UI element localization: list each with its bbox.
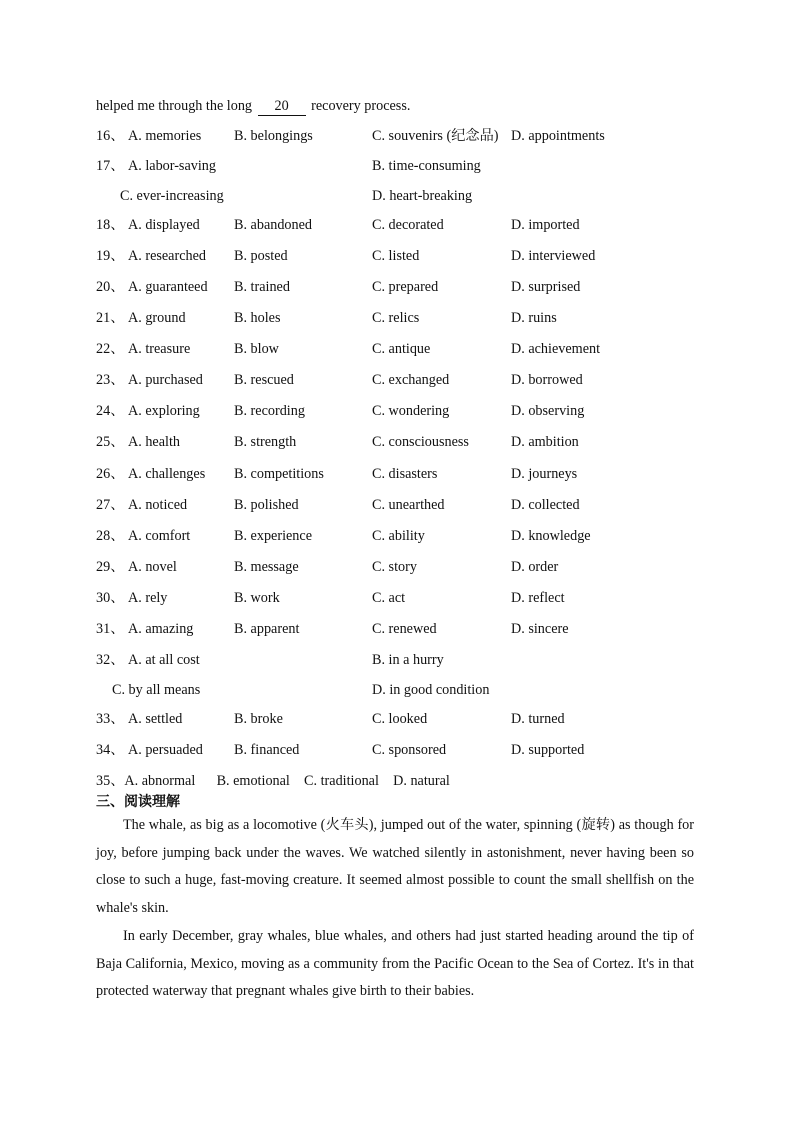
option-c: C. listed (372, 248, 420, 264)
question-row (96, 215, 716, 235)
question-row (96, 680, 716, 700)
question-number: 18、 (96, 217, 125, 233)
question-row (96, 401, 716, 421)
section-heading: 三、阅读理解 (96, 794, 180, 810)
option-c: C. sponsored (372, 742, 447, 758)
intro-line (96, 96, 410, 116)
question-row (96, 126, 716, 146)
option-b: B. polished (234, 497, 299, 513)
option-d: D. collected (511, 497, 580, 513)
question-row (96, 308, 716, 328)
reading-passage (96, 812, 694, 1006)
option-a: A. noticed (128, 497, 188, 513)
question-row (96, 709, 716, 729)
question-row (96, 246, 716, 266)
answer-blank: 20 (258, 98, 306, 116)
option-b: B. holes (234, 310, 281, 326)
question-row (96, 464, 716, 484)
question-number: 27、 (96, 497, 125, 513)
option-a: C. ever-increasing (120, 188, 224, 204)
question-number: 24、 (96, 403, 125, 419)
option-c: C. story (372, 559, 417, 575)
option-d: D. order (511, 559, 559, 575)
option-b: B. message (234, 559, 299, 575)
option-a: A. settled (128, 711, 183, 727)
question-number: 16、 (96, 128, 125, 144)
option-d: D. ruins (511, 310, 557, 326)
intro-text-after: recovery process. (311, 98, 411, 114)
option-a: A. guaranteed (128, 279, 208, 295)
question-row (96, 588, 716, 608)
option-d: D. surprised (511, 279, 581, 295)
option-c: C. exchanged (372, 372, 450, 388)
question-number: 22、 (96, 341, 125, 357)
option-b: B. abandoned (234, 217, 313, 233)
option-c: B. in a hurry (372, 652, 444, 668)
question-row (96, 432, 716, 452)
option-c: B. time-consuming (372, 158, 481, 174)
question-number: 32、 (96, 652, 125, 668)
question-number: 29、 (96, 559, 125, 575)
question-number: 21、 (96, 310, 125, 326)
option-d: D. achievement (511, 341, 601, 357)
option-c: C. ability (372, 528, 425, 544)
option-d: D. turned (511, 711, 565, 727)
option-c: C. relics (372, 310, 420, 326)
option-a: A. labor-saving (128, 158, 216, 174)
option-c: C. souvenirs (纪念品) (372, 128, 499, 144)
option-d: D. borrowed (511, 372, 583, 388)
option-d: D. supported (511, 742, 585, 758)
option-a: A. displayed (128, 217, 200, 233)
question-35: 35、A. abnormal B. emotional C. traditional D. natural (96, 773, 450, 789)
option-d: D. sincere (511, 621, 569, 637)
question-row (96, 526, 716, 546)
option-c: C. consciousness (372, 434, 469, 450)
question-row (96, 619, 716, 639)
question-number: 23、 (96, 372, 125, 388)
option-a: A. ground (128, 310, 186, 326)
option-d: D. observing (511, 403, 585, 419)
question-row (96, 156, 716, 176)
option-b: B. trained (234, 279, 290, 295)
question-row (96, 277, 716, 297)
option-b: B. belongings (234, 128, 313, 144)
option-a: A. rely (128, 590, 168, 606)
option-c: C. act (372, 590, 406, 606)
question-number: 28、 (96, 528, 125, 544)
option-b: B. financed (234, 742, 300, 758)
question-row (96, 495, 716, 515)
option-b: B. apparent (234, 621, 300, 637)
option-b: B. blow (234, 341, 279, 357)
option-c: C. antique (372, 341, 431, 357)
option-a: A. amazing (128, 621, 194, 637)
option-c: D. heart-breaking (372, 188, 473, 204)
intro-text-before: helped me through the long (96, 98, 253, 114)
question-number: 20、 (96, 279, 125, 295)
question-row (96, 370, 716, 390)
option-a: C. by all means (112, 682, 201, 698)
option-a: A. comfort (128, 528, 191, 544)
question-number: 25、 (96, 434, 125, 450)
option-d: D. interviewed (511, 248, 596, 264)
option-a: A. at all cost (128, 652, 200, 668)
option-c: C. looked (372, 711, 428, 727)
option-d: D. knowledge (511, 528, 591, 544)
option-b: B. competitions (234, 466, 324, 482)
option-c: C. wondering (372, 403, 450, 419)
option-c: C. renewed (372, 621, 437, 637)
option-d: D. appointments (511, 128, 605, 144)
question-number: 31、 (96, 621, 125, 637)
option-b: B. recording (234, 403, 305, 419)
option-a: A. treasure (128, 341, 191, 357)
option-a: A. persuaded (128, 742, 203, 758)
option-b: B. strength (234, 434, 297, 450)
option-c: D. in good condition (372, 682, 490, 698)
option-b: B. experience (234, 528, 312, 544)
option-a: A. health (128, 434, 181, 450)
passage-paragraph-1: The whale, as big as a locomotive (火车头), jumped out of the water, spinning (旋转) as though for joy, before jumping back under the waves. We watched silently in astonishment, never having been so close to such a huge, fast-moving creature. It seemed almost possible to count the small shellfish on the whale's skin. (96, 817, 694, 917)
question-number: 26、 (96, 466, 125, 482)
option-b: B. work (234, 590, 280, 606)
question-row (96, 650, 716, 670)
question-row (96, 186, 716, 206)
option-d: D. imported (511, 217, 580, 233)
option-c: C. unearthed (372, 497, 445, 513)
option-c: C. prepared (372, 279, 439, 295)
option-d: D. ambition (511, 434, 579, 450)
option-d: D. journeys (511, 466, 578, 482)
question-row (96, 339, 716, 359)
option-b: B. posted (234, 248, 288, 264)
option-a: A. novel (128, 559, 177, 575)
option-d: D. reflect (511, 590, 565, 606)
option-a: A. challenges (128, 466, 206, 482)
option-a: A. exploring (128, 403, 200, 419)
question-number: 19、 (96, 248, 125, 264)
option-b: B. broke (234, 711, 283, 727)
option-c: C. decorated (372, 217, 444, 233)
option-a: A. purchased (128, 372, 203, 388)
question-number: 34、 (96, 742, 125, 758)
passage-paragraph-2: In early December, gray whales, blue whales, and others had just started heading around the tip of Baja California, Mexico, moving as a community from the Pacific Ocean to the Sea of Cortez. It's in that protected waterway that pregnant whales give birth to their babies. (96, 927, 694, 1000)
question-row (96, 740, 716, 760)
question-number: 33、 (96, 711, 125, 727)
question-number: 17、 (96, 158, 125, 174)
question-number: 30、 (96, 590, 125, 606)
option-c: C. disasters (372, 466, 438, 482)
option-b: B. rescued (234, 372, 294, 388)
option-a: A. memories (128, 128, 202, 144)
option-a: A. researched (128, 248, 206, 264)
question-row (96, 557, 716, 577)
